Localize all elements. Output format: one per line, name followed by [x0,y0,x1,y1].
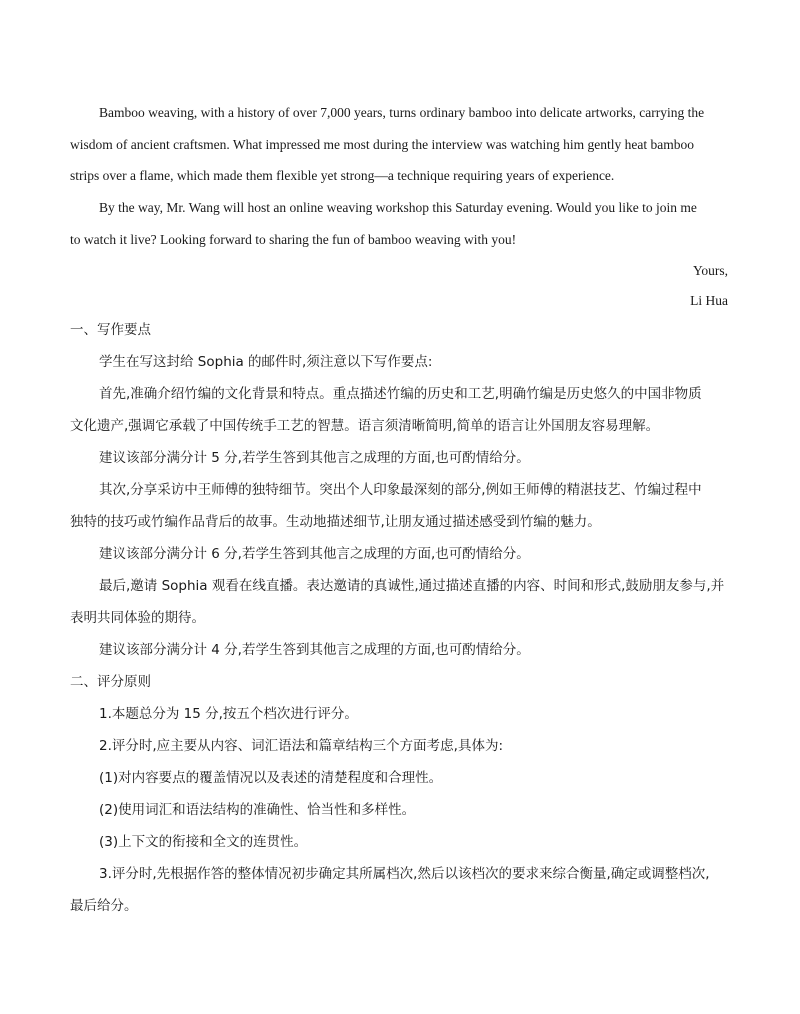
letter-paragraph-1-line-1: Bamboo weaving, with a history of over 7,000 years, turns ordinary bamboo into delicate artworks, carrying the [99,105,705,120]
section-2-line: (1)对内容要点的覆盖情况以及表述的清楚程度和合理性。 [99,770,443,786]
section-1-line: 建议该部分满分计 6 分,若学生答到其他言之成理的方面,也可酌情给分。 [99,546,530,562]
section-2-line: (2)使用词汇和语法结构的准确性、恰当性和多样性。 [99,802,416,818]
section-2-heading: 二、评分原则 [70,674,151,690]
section-2-line: 2.评分时,应主要从内容、词汇语法和篇章结构三个方面考虑,具体为: [99,738,504,754]
letter-paragraph-1-line-3: strips over a flame, which made them flexible yet strong—a technique requiring years of experience. [70,168,615,183]
section-1-line: 建议该部分满分计 5 分,若学生答到其他言之成理的方面,也可酌情给分。 [99,450,530,466]
section-1-heading: 一、写作要点 [70,322,151,338]
section-1-line: 学生在写这封给 Sophia 的邮件时,须注意以下写作要点: [99,354,433,370]
section-1-line: 建议该部分满分计 4 分,若学生答到其他言之成理的方面,也可酌情给分。 [99,642,530,658]
section-2-line: (3)上下文的衔接和全文的连贯性。 [99,834,308,850]
letter-paragraph-1-line-2: wisdom of ancient craftsmen. What impressed me most during the interview was watching him gently heat bamboo [70,137,694,152]
section-2-line: 最后给分。 [70,898,138,914]
section-1-line: 表明共同体验的期待。 [70,610,205,626]
section-2-line: 3.评分时,先根据作答的整体情况初步确定其所属档次,然后以该档次的要求来综合衡量,确定或调整档次, [99,866,710,882]
section-2-line: 1.本题总分为 15 分,按五个档次进行评分。 [99,706,358,722]
section-1-line: 文化遗产,强调它承载了中国传统手工艺的智慧。语言须清晰简明,简单的语言让外国朋友容易理解。 [70,418,660,434]
section-1-line: 首先,准确介绍竹编的文化背景和特点。重点描述竹编的历史和工艺,明确竹编是历史悠久的中国非物质 [99,386,702,402]
section-1-line: 独特的技巧或竹编作品背后的故事。生动地描述细节,让朋友通过描述感受到竹编的魅力。 [70,514,601,530]
letter-signature: Li Hua [690,293,728,308]
letter-paragraph-2-line-1: By the way, Mr. Wang will host an online weaving workshop this Saturday evening. Would you like to join me [99,200,697,215]
letter-closing: Yours, [692,263,728,278]
section-1-line: 其次,分享采访中王师傅的独特细节。突出个人印象最深刻的部分,例如王师傅的精湛技艺、竹编过程中 [99,482,702,498]
letter-paragraph-2-line-2: to watch it live? Looking forward to sharing the fun of bamboo weaving with you! [70,232,517,247]
section-1-line: 最后,邀请 Sophia 观看在线直播。表达邀请的真诚性,通过描述直播的内容、时间和形式,鼓励朋友参与,并 [99,578,725,594]
